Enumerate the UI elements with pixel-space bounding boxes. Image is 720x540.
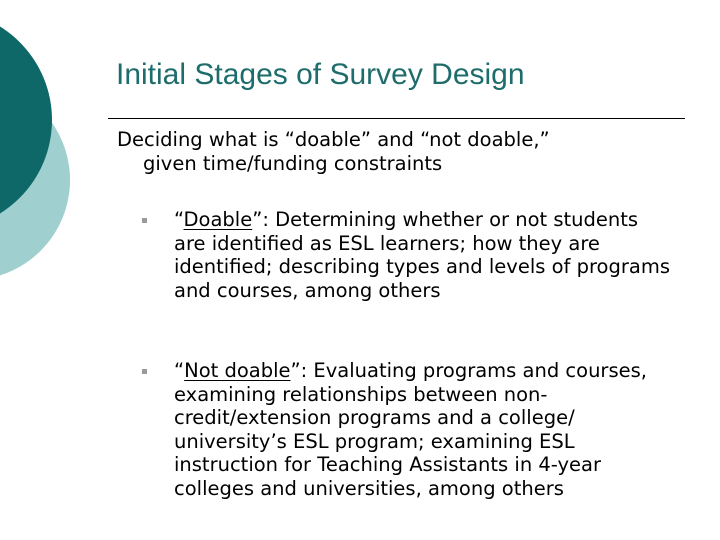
bullet-body: ”: Determining whether or not students are identified as ESL learners; how they are identified; describing types and levels of programs and courses, among others [174,208,670,302]
bullet-term: Doable [183,208,253,231]
open-quote: “ [174,359,185,382]
intro-line-2: given time/funding constraints [143,151,443,175]
bullet-text [174,208,672,302]
bullet-body: ”: Evaluating programs and courses, examining relationships between non-credit/extension programs and a college/ university’s ESL program; examining ESL instruction for Teaching Assistants in 4-year colleges and universities, among others [174,359,647,500]
intro-paragraph [117,128,687,175]
title-divider [108,118,685,119]
bullet-not-doable [142,359,672,500]
open-quote: “ [174,208,184,231]
slide-title: Initial Stages of Survey Design [116,58,525,91]
intro-line-1: Deciding what is “doable” and “not doable,” [117,128,550,151]
bullet-doable [142,208,672,302]
bullet-text [174,359,672,500]
bullet-marker [142,369,147,374]
bullet-marker [142,218,147,223]
bullet-term: Not doable [184,359,291,382]
decorative-circles [0,0,110,300]
